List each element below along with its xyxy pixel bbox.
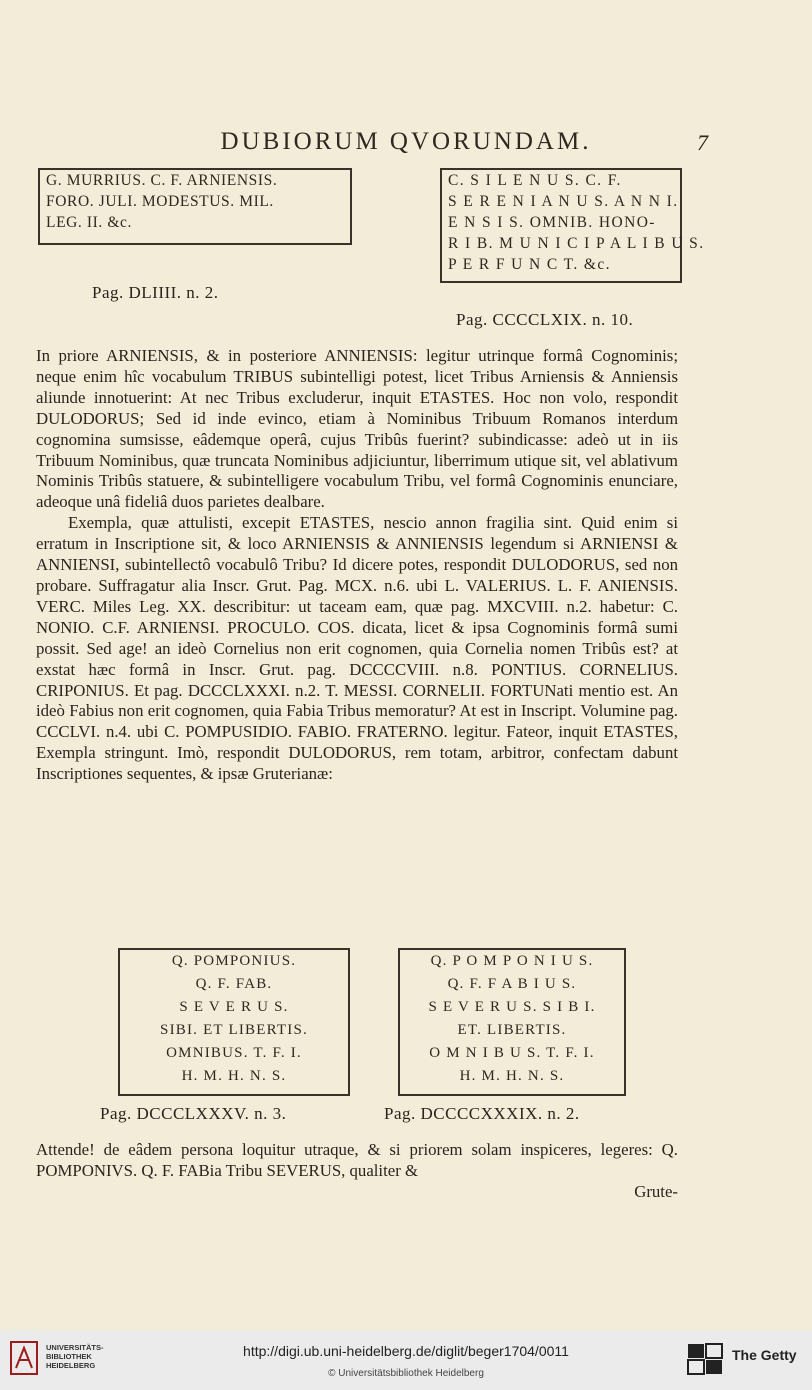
box-rule bbox=[400, 1094, 624, 1096]
inscription-line: G. MURRIUS. C. F. ARNIENSIS. bbox=[46, 172, 278, 189]
inscription-line: O M N I B U S. T. F. I. bbox=[429, 1045, 595, 1061]
inscription-line: H. M. H. N. S. bbox=[459, 1068, 565, 1084]
page-number: 7 bbox=[697, 130, 708, 155]
inscription-line: Q. POMPONIUS. bbox=[171, 953, 297, 969]
box-rule bbox=[120, 1094, 348, 1096]
reference-b: Pag. CCCCLXIX. n. 10. bbox=[456, 310, 634, 329]
inscription-line: Q. F. F A B I U S. bbox=[447, 976, 577, 992]
inscription-line: OMNIBUS. T. F. I. bbox=[166, 1045, 302, 1061]
inscription-line: Q. F. FAB. bbox=[195, 976, 273, 992]
box-rule bbox=[40, 243, 350, 245]
inscription-line: S E R E N I A N U S. A N N I. bbox=[448, 193, 679, 210]
inscription-box-c bbox=[118, 948, 350, 1096]
inscription-line: E N S I S. OMNIB. HONO- bbox=[448, 214, 656, 231]
inscription-line: LEG. II. &c. bbox=[46, 214, 132, 231]
inscription-line: H. M. H. N. S. bbox=[181, 1068, 287, 1084]
paragraph: In priore ARNIENSIS, & in posteriore ANNIENSIS: legitur utrinque formâ Cognominis; neque enim hîc vocabulum TRIBUS subintelligi potest, licet Tribus Arniensis & Anniensis aliunde innotuerint: At nec Tribus excluderur, inquit ETASTES. Hoc non volo, respondit DULODORUS; Sed id inde evinco, etiam à Nominibus Tribuum Romanos interdum cognomina sumsisse, eâdemque operâ, cujus Tribûs fuerint? subindicasse: adeò ut in iis Tribuum Nominibus, quæ truncata Nominibus adjiciuntur, liberrimum utique sit, vel ablativum Nominis Tribûs statuere, & subintelligere vocabulum Tribu, vel formâ Cognominis enunciare, adeoque unâ fideliâ duos parietes dealbare. bbox=[36, 346, 678, 512]
viewer-footer bbox=[0, 1330, 812, 1390]
getty-logo-icon bbox=[686, 1342, 726, 1378]
closing-text bbox=[36, 1140, 678, 1203]
catchword: Grute- bbox=[634, 1181, 678, 1201]
inscription-line: FORO. JULI. MODESTUS. MIL. bbox=[46, 193, 274, 210]
inscription-line: ET. LIBERTIS. bbox=[457, 1022, 567, 1038]
library-name-line: UNIVERSITÄTS- bbox=[46, 1343, 104, 1352]
library-name-line: HEIDELBERG bbox=[46, 1361, 96, 1370]
library-name-line: BIBLIOTHEK bbox=[46, 1352, 92, 1361]
inscription-line: S E V E R U S. S I B I. bbox=[428, 999, 596, 1015]
inscription-box-b bbox=[440, 168, 705, 283]
copyright-text: © Universitätsbibliothek Heidelberg bbox=[328, 1368, 484, 1379]
running-title: DUBIORUM QVORUNDAM. bbox=[220, 128, 592, 155]
page-url-link[interactable]: http://digi.ub.uni-heidelberg.de/diglit/beger1704/0011 bbox=[243, 1343, 569, 1359]
box-rule bbox=[442, 281, 680, 283]
paragraph: Exempla, quæ attulisti, excepit ETASTES, nescio annon fragilia sint. Quid enim si erratum in Inscriptione sit, & loco ARNIENSIS & ANNIENSIS legendum si ARNIENSI & ANNIENSI, subintellectô vocabulô Tribu? Id dicere potes, respondit DULODORUS, sed non probare. Suffragatur alia Inscr. Grut. Pag. MCX. n.6. ubi L. VALERIUS. L. F. ANIENSIS. VERC. Miles Leg. XX. describitur: ut taceam eam, quæ pag. MXCVIII. n.2. habetur: C. NONIO. C.F. ARNIENSI. PROCULO. COS. dicata, licet & ipsa Cognominis formâ sumi possit. Sed age! an ideò Cornelius non erit cognomen, quia Cornelia nomen Tribûs est? at exstat hæc formâ in Inscr. Grut. pag. DCCCCVIII. n.8. PONTIUS. CORNELIUS. CRIPONIUS. Et pag. DCCCLXXXI. n.2. T. MESSI. CORNELII. FORTUNati mentio est. An ideò Fabius non erit cognomen, quia Fabia Tribus memoratur? At est in Inscript. Volumine pag. CCCLVI. n.4. ubi C. POMPUSIDIO. FABIO. FRATERNO. legitur. Fateor, inquit ETASTES, Exempla stringunt. Imò, respondit DULODORUS, rem totam, arbitror, confectam dabunt Inscriptiones sequentes, & ipsæ Gruterianæ: bbox=[36, 513, 678, 784]
inscription-line: R I B. M U N I C I P A L I B U S. bbox=[448, 235, 705, 252]
reference-d: Pag. DCCCCXXXIX. n. 2. bbox=[384, 1104, 580, 1123]
getty-label: The Getty bbox=[732, 1347, 797, 1363]
inscription-line: P E R F U N C T. &c. bbox=[448, 256, 611, 273]
closing-paragraph: Attende! de eâdem persona loquitur utraque, & si priorem solam inspiceres, legeres: Q. POMPONIVS. Q. F. FABia Tribu SEVERUS, qualiter & bbox=[36, 1140, 678, 1180]
reference-a: Pag. DLIIII. n. 2. bbox=[92, 283, 219, 302]
inscription-box-a bbox=[38, 168, 352, 245]
inscription-line: SIBI. ET LIBERTIS. bbox=[160, 1022, 308, 1038]
inscription-line: C. S I L E N U S. C. F. bbox=[448, 172, 622, 189]
inscription-line: Q. P O M P O N I U S. bbox=[430, 953, 594, 969]
inscription-box-d bbox=[398, 948, 626, 1096]
body-text bbox=[36, 346, 678, 785]
inscription-line: S E V E R U S. bbox=[179, 999, 289, 1015]
reference-c: Pag. DCCCLXXXV. n. 3. bbox=[100, 1104, 287, 1123]
